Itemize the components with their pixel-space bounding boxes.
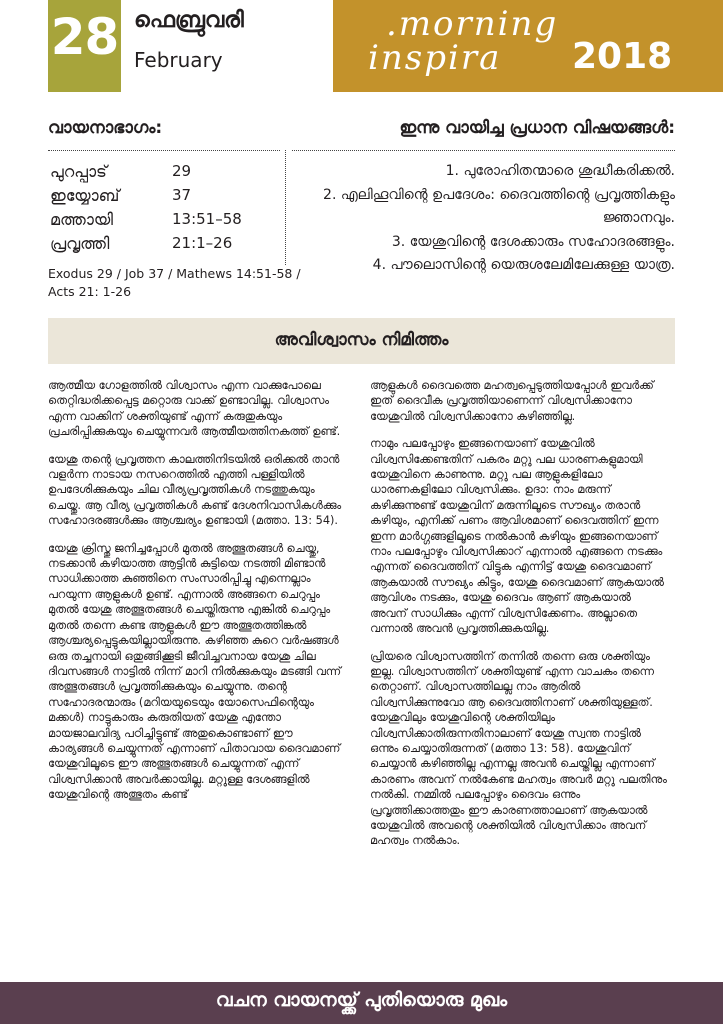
month-english: February (134, 48, 223, 72)
article-title: അവിശ്വാസം നിമിത്തം (274, 330, 449, 350)
article-paragraph: നാമും പലപ്പോഴും ഇങ്ങനെയാണ് യേശുവിൽ വിശ്വസിക്കേണ്ടതിന് പകരം മറ്റു പല ധാരണകളുമായി യേശുവിനെ കാണുന്നു. മറ്റു പല ആളുകളിലോ ധാരണകളിലോ വിശ്വസിക്കും. ഉദാ: നാം മരുന്ന് കഴിക്കുന്നുണ്ട് യേശുവിന് മരുന്നിലൂടെ സൗഖ്യം തരാൻ കഴിയും, എനിക്ക് പണം ആവിശമാണ് ദൈവത്തിന് ഇന്ന ഇന്ന മാർഗ്ഗങ്ങളിലൂടെ നൽകാൻ കഴിയും ഇങ്ങനെയാണ് നാം പലപ്പോഴും വിശ്വസിക്കാറ് എന്നാൽ എങ്ങനെ നടക്കും എന്നത് ദൈവത്തിന് വിട്ടുക എന്നിട്ട് യേശു ദൈവമാണ് ആകയാൽ സൗഖ്യം കിട്ടും, യേശു ദൈവമാണ് ആകയാൽ ആവിശം നടക്കും, യേശു ദൈവം ആണ് ആകയാൽ അവന് സാധിക്കും എന്ന് വിശ്വസിക്കേണം. അല്ലാതെ വന്നാൽ അവൻ പ്രവൃത്തിക്കുകയില്ല. (370, 437, 664, 636)
divider-vertical (285, 150, 286, 265)
article-paragraph: ആളുകൾ ദൈവത്തെ മഹത്വപ്പെടുത്തിയപ്പോൾ ഇവർക്ക് ഇത് ദൈവീക പ്രവൃത്തിയാണെന്ന് വിശ്വസിക്കാനോ യേശുവിൽ വിശ്വസിക്കാനോ കഴിഞ്ഞില്ല. (370, 379, 654, 423)
reading-chapter: 37 (172, 186, 192, 204)
article-paragraph: യേശു ക്രിസ്തു ജനിച്ചപ്പോൾ മുതൽ അത്ഭുതങ്ങൾ ചെയ്തു, നടക്കാൻ കഴിയാത്ത ആട്ടിൻ കുട്ടിയെ നടത്തി മിണ്ടാൻ സാധിക്കാത്ത കുഞ്ഞിനെ സംസാരിപ്പിച്ചു എന്നെല്ലാം പറയുന്ന ആളുകൾ ഉണ്ട്. എന്നാൽ അങ്ങനെ ചെറുപ്പം മുതൽ യേശു അത്ഭുതങ്ങൾ ചെയ്തിരുന്നു എങ്കിൽ ചെറുപ്പം മുതൽ തന്നെ കണ്ട ആളുകൾ ഈ അത്ഭുതത്തിങ്കൽ ആശ്ചര്യപ്പെട്ടുകയില്ലായിരുന്നു. കഴിഞ്ഞ കുറെ വർഷങ്ങൾ ഒരു തച്ചനായി ഒതുങ്ങിക്കൂടി ജീവിച്ചവനായ യേശു ചില ദിവസങ്ങൾ നാട്ടിൽ നിന്ന് മാറി നിൽക്കുകയും മടങ്ങി വന്ന് അത്ഭുതങ്ങൾ പ്രവൃത്തിക്കുകയും ചെയ്യുന്നു. തന്റെ സഹോദരന്മാരും (മറിയയുടെയും യോസെഫിന്റെയും മക്കൾ) നാട്ടുകാരും കരുതിയത് യേശു എന്തോ മായജാലവിദ്യ പഠിച്ചിട്ടുണ്ട് അതുകൊണ്ടാണ് ഈ കാര്യങ്ങൾ ചെയ്യുന്നത് എന്നാണ് പിതാവായ ദൈവമാണ് യേശുവിലൂടെ ഈ അത്ഭുതങ്ങൾ ചെയ്യുന്നത് എന്ന് വിശ്വസിക്കാൻ അവർക്കായില്ല. മറ്റുള്ള ദേശങ്ങളിൽ യേശുവിന്റെ അത്ഭുതം കണ്ട് (48, 541, 341, 802)
reading-book: മത്തായി (50, 210, 114, 229)
article-paragraph: യേശു തന്റെ പ്രവൃത്തന കാലത്തിനിടയിൽ ഒരിക്കൽ താൻ വളർന്ന നാടായ നസറെത്തിൽ എത്തി പള്ളിയിൽ ഉപദേശിക്കുകയും ചില വീര്യപ്രവൃത്തികൾ നടത്തുകയും ചെയ്തു. ആ വീര്യ പ്രവൃത്തികൾ കണ്ട് ദേശനിവാസികൾക്കും സഹോദരങ്ങൾക്കും ആശ്ചര്യം ഉണ്ടായി (മത്താ. 13: 54). (48, 452, 342, 528)
topics-heading: ഇന്നു വായിച്ച പ്രധാന വിഷയങ്ങൾ: (399, 118, 675, 138)
reading-chapter: 21:1–26 (172, 234, 233, 252)
topic-item: 4. പൗലൊസിന്റെ യെരുശലേമിലേക്കുള്ള യാത്ര. (372, 257, 675, 273)
article-column-right (370, 378, 670, 861)
article-paragraph: പ്രിയരെ വിശ്വാസത്തിന് തന്നിൽ തന്നെ ഒരു ശക്തിയും ഇല്ല. വിശ്വാസത്തിന് ശക്തിയുണ്ട് എന്ന വാചകം തന്നെ തെറ്റാണ്. വിശ്വാസത്തിലല്ല നാം ആരിൽ വിശ്വസിക്കുന്നുവോ ആ ദൈവത്തിനാണ് ശക്തിയുള്ളത്. യേശുവിലും യേശുവിന്റെ ശക്തിയിലും വിശ്വസിക്കാതിരുന്നതിനാലാണ് യേശു സ്വന്ത നാട്ടിൽ ഒന്നും ചെയ്യാതിരുന്നത് (മത്താ 13: 58). യേശുവിന് ചെയ്യാൻ കഴിഞ്ഞില്ല എന്നല്ല അവൻ ചെയ്തില്ല എന്നാണ് കാരണം അവന് നൽകേണ്ട മഹത്വം അവർ മറ്റു പലതിനും നൽകി. നമ്മിൽ പലപ്പോഴും ദൈവം ഒന്നും പ്രവൃത്തിക്കാത്തതും ഈ കാരണത്താലാണ് ആകയാൽ യേശുവിൽ അവന്റെ ശക്തിയിൽ വിശ്വസിക്കാം അവന് മഹത്വം നൽകാം. (370, 649, 667, 848)
article-column-left (48, 378, 348, 815)
reading-chapter: 13:51–58 (172, 210, 242, 228)
topic-item: 1. പുരോഹിതന്മാരെ ശുദ്ധീകരിക്കൽ. (445, 163, 675, 179)
footer-tagline: വചന വായനയ്ക്ക് പുതിയൊരു മുഖം (215, 989, 508, 1011)
readings-heading: വായനാഭാഗം: (48, 118, 163, 138)
day-number: 28 (50, 8, 119, 66)
year-label: 2018 (572, 36, 673, 77)
reading-chapter: 29 (172, 162, 192, 180)
reading-book: പ്രവൃത്തി (50, 234, 110, 253)
topic-item: 2. എലിഹൂവിന്റെ ഉപദേശം: ദൈവത്തിന്റെ പ്രവൃത്തികളും ജ്ഞാനവും. (323, 186, 675, 226)
topics-list (295, 160, 675, 278)
divider-dotted (292, 150, 675, 151)
reading-book: പുറപ്പാട് (50, 162, 107, 181)
reading-book: ഇയ്യോബ് (50, 186, 120, 205)
english-references: Exodus 29 / Job 37 / Mathews 14:51-58 / Acts 21: 1-26 (48, 266, 301, 299)
article-paragraph: ആത്മീയ ഗോളത്തിൽ വിശ്വാസം എന്ന വാക്കുപോലെ തെറ്റിദ്ധരിക്കപ്പെട്ട മറ്റൊരു വാക്ക് ഉണ്ടാവില്ല. വിശ്വാസം എന്ന വാക്കിന് ശക്തിയുണ്ട് എന്ന് കരുതുകയും പ്രചരിപ്പിക്കുകയും ചെയ്യുന്നവർ ആത്മീയത്തിനകത്ത് ഉണ്ട്. (48, 379, 341, 439)
brand-logo-line2: inspira (368, 38, 502, 78)
topic-item: 3. യേശുവിന്റെ ദേശക്കാരും സഹോദരങ്ങളും. (391, 233, 675, 250)
divider-dotted (48, 150, 280, 151)
brand-logo-line1: .morning (386, 4, 559, 44)
month-malayalam: ഫെബ്രുവരി (134, 8, 244, 33)
